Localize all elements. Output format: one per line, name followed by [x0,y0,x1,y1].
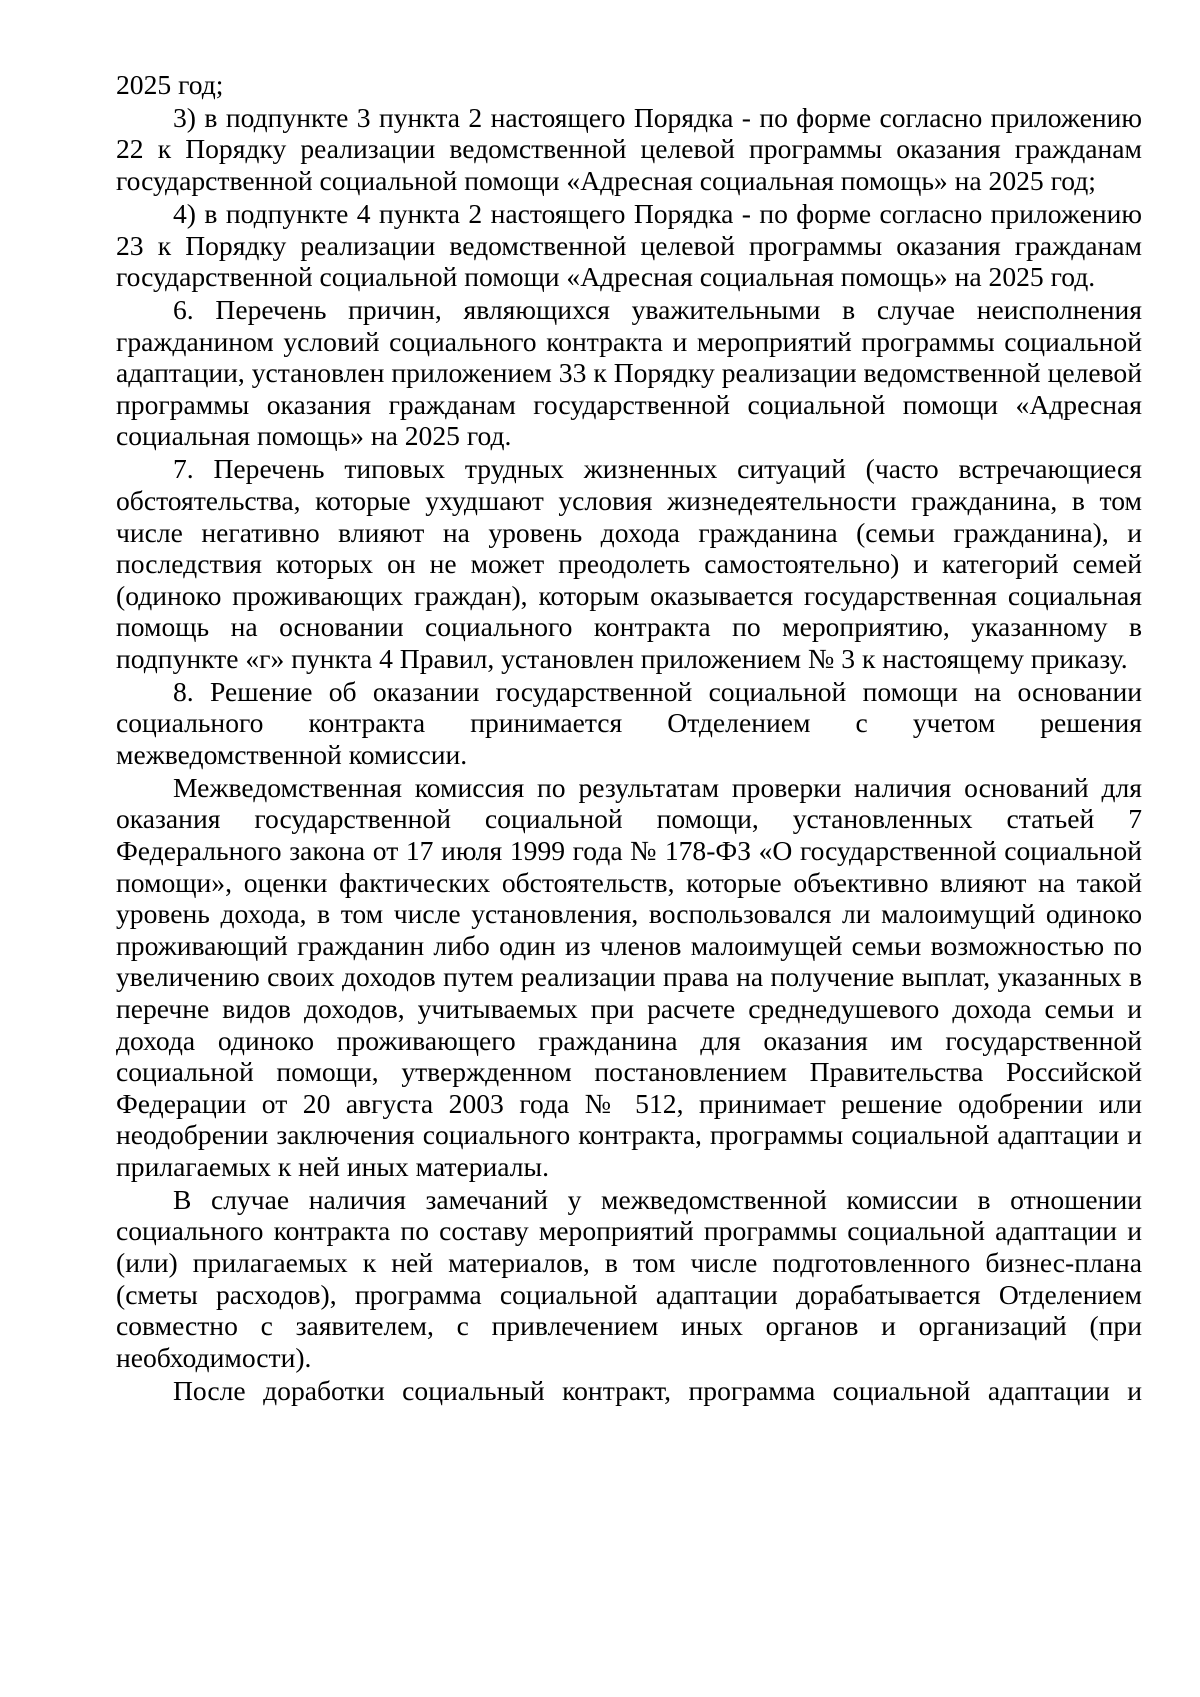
paragraph-item-4: 4) в подпункте 4 пункта 2 настоящего Порядка - по форме согласно приложению 23 к Порядку реализации ведомственной целевой программы оказания гражданам государственной социальной помощи «Адресная социальная помощь» на 2025 год. [116,197,1142,293]
paragraph-commission-remarks: В случае наличия замечаний у межведомственной комиссии в отношении социального контракта по составу мероприятий программы социальной адаптации и (или) прилагаемых к ней материалов, в том числе подготовленного бизнес-плана (сметы расходов), программа социальной адаптации дорабатывается Отделением совместно с заявителем, с привлечением иных органов и организаций (при необходимости). [116,1183,1142,1373]
document-page [116,69,1142,1408]
paragraph-item-3: 3) в подпункте 3 пункта 2 настоящего Порядка - по форме согласно приложению 22 к Порядку реализации ведомственной целевой программы оказания гражданам государственной социальной помощи «Адресная социальная помощь» на 2025 год; [116,101,1142,197]
paragraph-after-revision: После доработки социальный контракт, программа социальной адаптации и [173,1374,1142,1406]
paragraph-continuation: 2025 год; [116,69,224,100]
paragraph-clause-6: 6. Перечень причин, являющихся уважительными в случае неисполнения гражданином условий социального контракта и мероприятий программы социальной адаптации, установлен приложением 33 к Порядку реализации ведомственной целевой программы оказания гражданам государственной социальной помощи «Адресная социальная помощь» на 2025 год. [116,294,1142,452]
paragraph-clause-8: 8. Решение об оказании государственной социальной помощи на основании социального контракта принимается Отделением с учетом решения межведомственной комиссии. [116,675,1142,770]
paragraph-clause-7: 7. Перечень типовых трудных жизненных ситуаций (часто встречающиеся обстоятельства, которые ухудшают условия жизнедеятельности гражданина, в том числе негативно влияют на уровень дохода гражданина (семьи гражданина), и последствия которых он не может преодолеть самостоятельно) и категорий семей (одиноко проживающих граждан), которым оказывается государственная социальная помощь на основании социального контракта по мероприятию, указанному в подпункте «г» пункта 4 Правил, установлен приложением № 3 к настоящему приказу. [116,453,1142,674]
paragraph-commission-decision: Межведомственная комиссия по результатам проверки наличия оснований для оказания государственной социальной помощи, установленных статьей 7 Федерального закона от 17 июля 1999 года № 178-ФЗ «О государственной социальной помощи», оценки фактических обстоятельств, которые объективно влияют на такой уровень дохода, в том числе установления, воспользовался ли малоимущий одиноко проживающий гражданин либо один из членов малоимущей семьи возможностью по увеличению своих доходов путем реализации права на получение выплат, указанных в перечне видов доходов, учитываемых при расчете среднедушевого дохода семьи и дохода одиноко проживающего гражданина для оказания им государственной социальной помощи, утвержденном постановлением Правительства Российской Федерации от 20 августа 2003 года № 512, принимает решение одобрении или неодобрении заключения социального контракта, программы социальной адаптации и прилагаемых к ней иных материалы. [116,771,1142,1182]
